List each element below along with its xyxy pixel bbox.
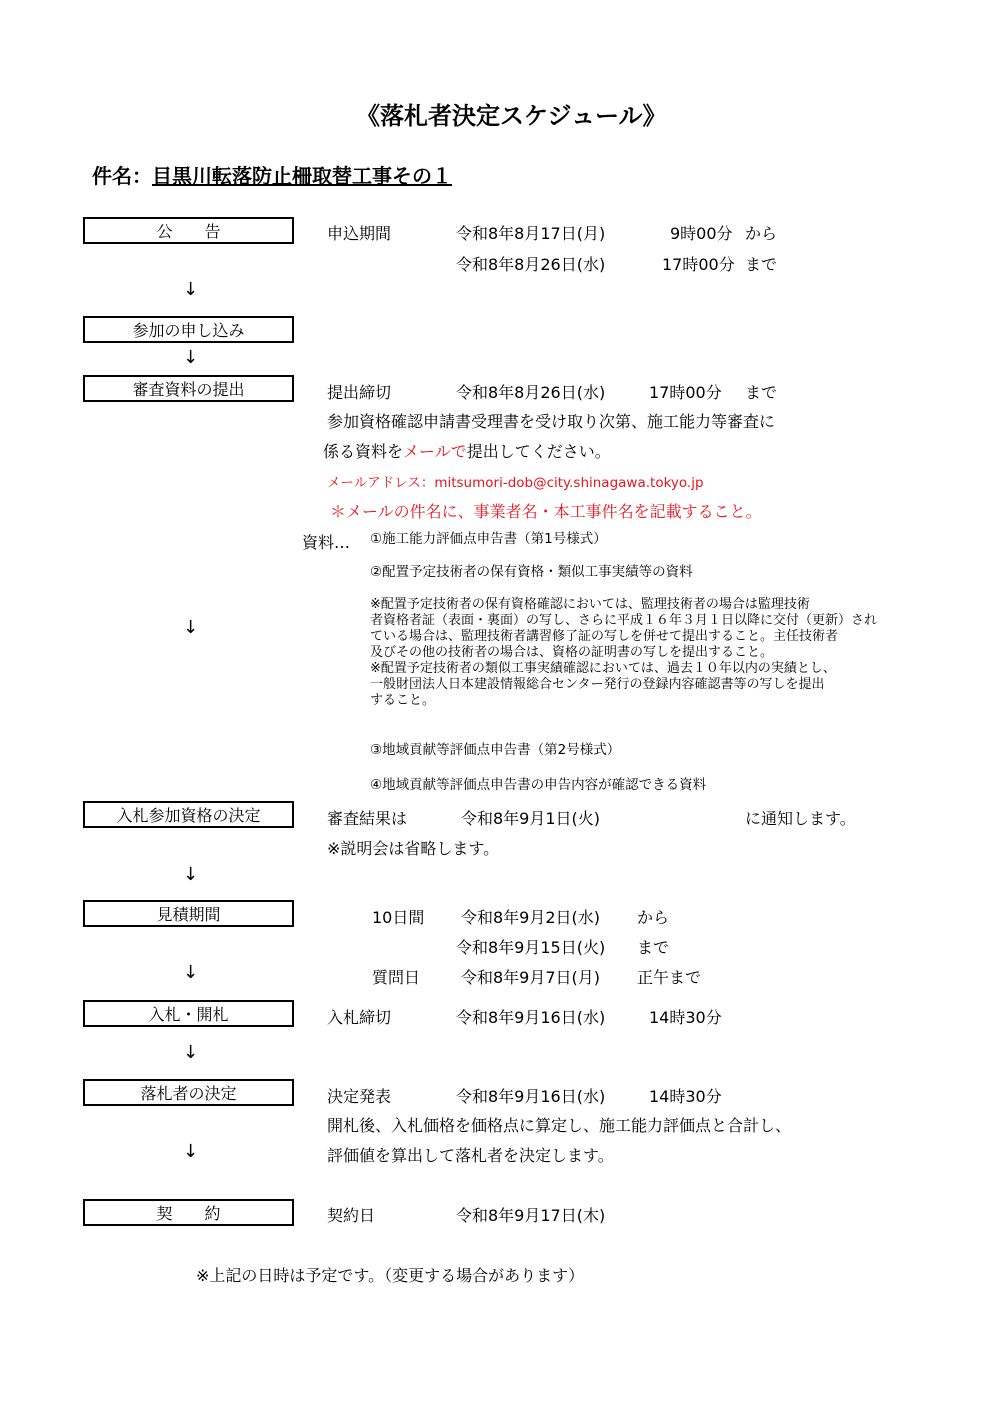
decide-line-3: 評価値を算出して落札者を決定します。 [327, 1146, 614, 1165]
submit-suffix: まで [745, 383, 778, 402]
step-box-apply: 参加の申し込み [83, 316, 294, 343]
doc-note-line: 一般財団法人日本建設情報総合センター発行の登録内容確認書等の写しを提出 [370, 677, 825, 692]
contract-key: 契約日 [327, 1206, 376, 1225]
estimate-suffix-2: まで [637, 938, 670, 957]
subject-label: 件名： [92, 164, 152, 188]
footer-note: ※上記の日時は予定です。（変更する場合があります） [196, 1266, 585, 1285]
flow-arrow: ↓ [183, 617, 199, 638]
qualify-line-2: ※説明会は省略します。 [327, 839, 500, 858]
doc-item-3: ③地域貢献等評価点申告書（第2号様式） [370, 742, 621, 758]
announce-time-2: 17時00分 [662, 255, 735, 274]
submit-time: 17時00分 [649, 383, 722, 402]
submit-line-3 [323, 439, 611, 462]
docs-label: 資料… [302, 533, 351, 552]
doc-note-line: ※配置予定技術者の保有資格確認においては、監理技術者の場合は監理技術 [370, 597, 810, 612]
doc-note-line: ている場合は、監理技術者講習修了証の写しを併せて提出すること。主任技術者 [370, 629, 839, 644]
qualify-date: 令和8年9月1日(火) [461, 809, 601, 828]
submit-line-3-mail: メールで [403, 442, 467, 461]
estimate-question-key: 質問日 [372, 968, 421, 987]
step-box-qualify: 入札参加資格の決定 [83, 801, 294, 828]
subject-name: 目黒川転落防止柵取替工事その１ [152, 164, 452, 188]
qualify-key: 審査結果は [327, 809, 408, 828]
announce-date-2: 令和8年8月26日(水) [456, 255, 606, 274]
flow-arrow: ↓ [183, 347, 199, 368]
contract-date: 令和8年9月17日(木) [456, 1206, 606, 1225]
decide-key: 決定発表 [327, 1087, 392, 1106]
qualify-suffix: に通知します。 [745, 809, 856, 828]
estimate-suffix-1: から [637, 908, 670, 927]
submit-date: 令和8年8月26日(水) [456, 383, 606, 402]
estimate-date-2: 令和8年9月15日(火) [456, 938, 606, 957]
submit-line-3-a: 係る資料を [323, 442, 404, 461]
doc-note-line: 者資格者証（表面・裏面）の写し、さらに平成１６年３月１日以降に交付（更新）され [370, 613, 878, 628]
step-box-contract: 契 約 [83, 1199, 294, 1226]
step-box-announce: 公 告 [83, 217, 294, 244]
doc-item-2: ②配置予定技術者の保有資格・類似工事実績等の資料 [370, 564, 693, 580]
submit-key: 提出締切 [327, 383, 392, 402]
doc-item-1: ①施工能力評価点申告書（第1号様式） [370, 531, 607, 547]
step-box-submit: 審査資料の提出 [83, 375, 294, 402]
bid-time: 14時30分 [649, 1008, 722, 1027]
flow-arrow: ↓ [183, 1042, 199, 1063]
doc-item-4: ④地域貢献等評価点申告書の申告内容が確認できる資料 [370, 777, 707, 793]
submit-line-3-c: 提出してください。 [466, 442, 611, 461]
submit-email-note: ＊メールの件名に、事業者名・本工事件名を記載すること。 [330, 502, 762, 521]
decide-line-2: 開札後、入札価格を価格点に算定し、施工能力評価点と合計し、 [327, 1116, 792, 1135]
doc-note-line: 及びその他の技術者の場合は、資格の証明書の写しを提出すること。 [370, 645, 774, 660]
estimate-date-1: 令和8年9月2日(水) [461, 908, 601, 927]
decide-time: 14時30分 [649, 1087, 722, 1106]
flow-arrow: ↓ [183, 962, 199, 983]
decide-date: 令和8年9月16日(水) [456, 1087, 606, 1106]
step-box-estimate: 見積期間 [83, 900, 294, 927]
doc-note [370, 597, 877, 709]
doc-note-line: ※配置予定技術者の類似工事実績確認においては、過去１０年以内の実績とし、 [370, 661, 836, 676]
subject-line [92, 160, 452, 189]
announce-suffix-2: まで [745, 255, 778, 274]
bid-key: 入札締切 [327, 1008, 392, 1027]
announce-key: 申込期間 [327, 224, 392, 243]
submit-email: メールアドレス：mitsumori-dob@city.shinagawa.tokyo.jp [327, 475, 704, 491]
page-title: 《落札者決定スケジュール》 [356, 102, 667, 130]
estimate-question-date: 令和8年9月7日(月) [461, 968, 601, 987]
estimate-question-suffix: 正午まで [637, 968, 702, 987]
flow-arrow: ↓ [183, 1141, 199, 1162]
announce-suffix-1: から [745, 224, 778, 243]
announce-date-1: 令和8年8月17日(月) [456, 224, 606, 243]
estimate-key: 10日間 [372, 908, 425, 927]
submit-line-2: 参加資格確認申請書受理書を受け取り次第、施工能力等審査に [327, 412, 776, 431]
flow-arrow: ↓ [183, 864, 199, 885]
flow-arrow: ↓ [183, 279, 199, 300]
step-box-decide: 落札者の決定 [83, 1079, 294, 1106]
announce-time-1: 9時00分 [670, 224, 733, 243]
bid-date: 令和8年9月16日(水) [456, 1008, 606, 1027]
step-box-bid: 入札・開札 [83, 1000, 294, 1027]
doc-note-line: すること。 [370, 693, 436, 708]
